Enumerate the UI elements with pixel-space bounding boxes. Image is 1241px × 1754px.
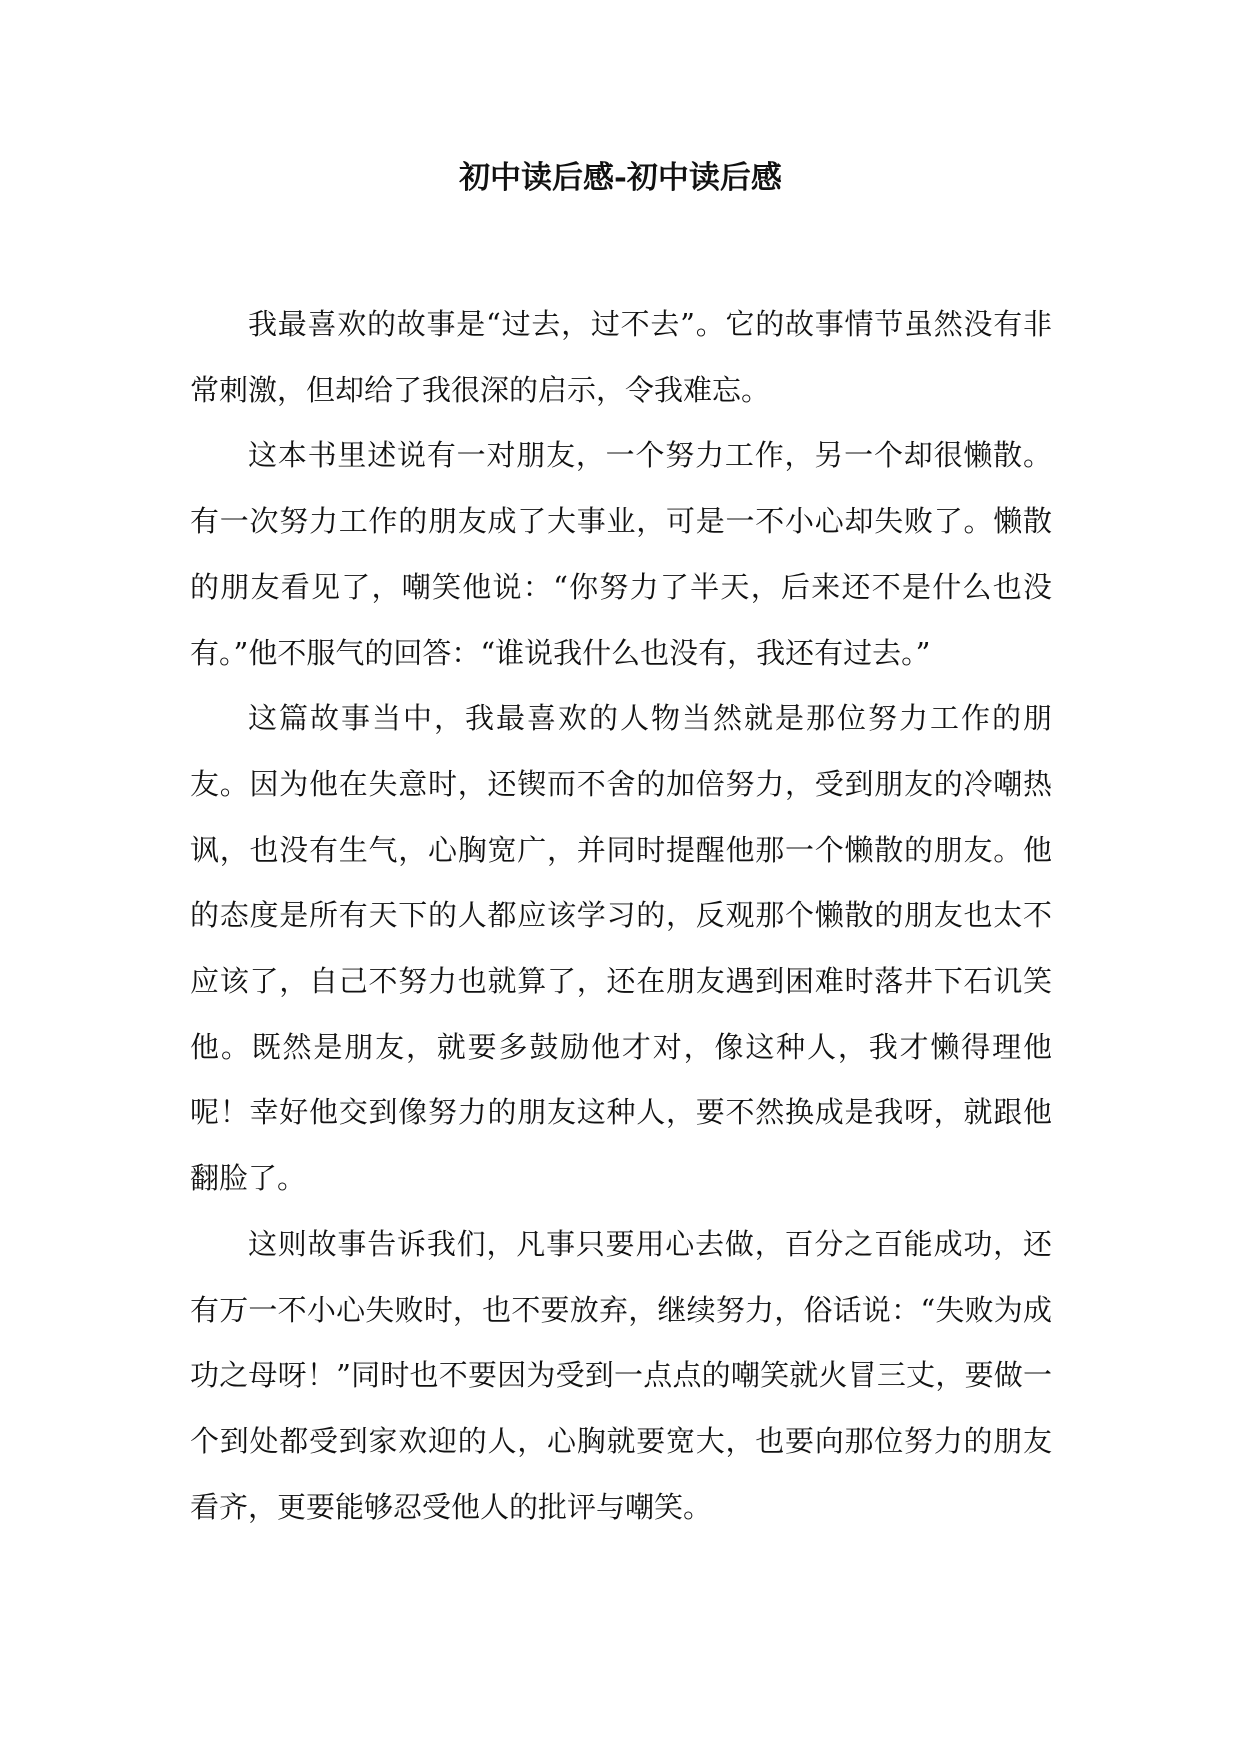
document-title: 初中读后感-初中读后感	[459, 160, 782, 196]
paragraph-3: 这篇故事当中，我最喜欢的人物当然就是那位努力工作的朋友。因为他在失意时，还锲而不舍的加倍努力，受到朋友的冷嘲热讽，也没有生气，心胸宽广，并同时提醒他那一个懒散的朋友。他的态度是所有天下的人都应该学习的，反观那个懒散的朋友也太不应该了，自己不努力也就算了，还在朋友遇到困难时落井下石讥笑 他。既然是朋友，就要多鼓励他才对，像这种人，我才懒得理他呢！幸好他交到像努力的朋友这种人，要不然换成是我呀，就跟他翻脸了。	[190, 701, 1052, 1196]
paragraph-1: 我最喜欢的故事是“过去，过不去”。它的故事情节虽然没有非常刺激，但却给了我很深的启示，令我难忘。	[190, 307, 1052, 407]
paragraph-4: 这则故事告诉我们，凡事只要用心去做，百分之百能成功，还有万一不小心失败时，也不要放弃，继续努力，俗话说：“失败为成功之母呀！”同时也不要因为受到一点点的嘲笑就火冒三丈，要做一个到处都受到家欢迎的人，心胸就要宽大，也要向那位努力的朋友看齐，更要能够忍受他人的批评与嘲笑。	[190, 1226, 1052, 1524]
paragraph-2: 这本书里述说有一对朋友，一个努力工作，另一个却很懒散。有一次努力工作的朋友成了大事业，可是一不小心却失败了。懒散的朋友看见了，嘲笑他说：“你努力了半天，后来还不是什么也没有。”他不服气的回答：“谁说我什么也没有，我还有过去。”	[190, 438, 1052, 670]
document-body	[190, 292, 1052, 1540]
